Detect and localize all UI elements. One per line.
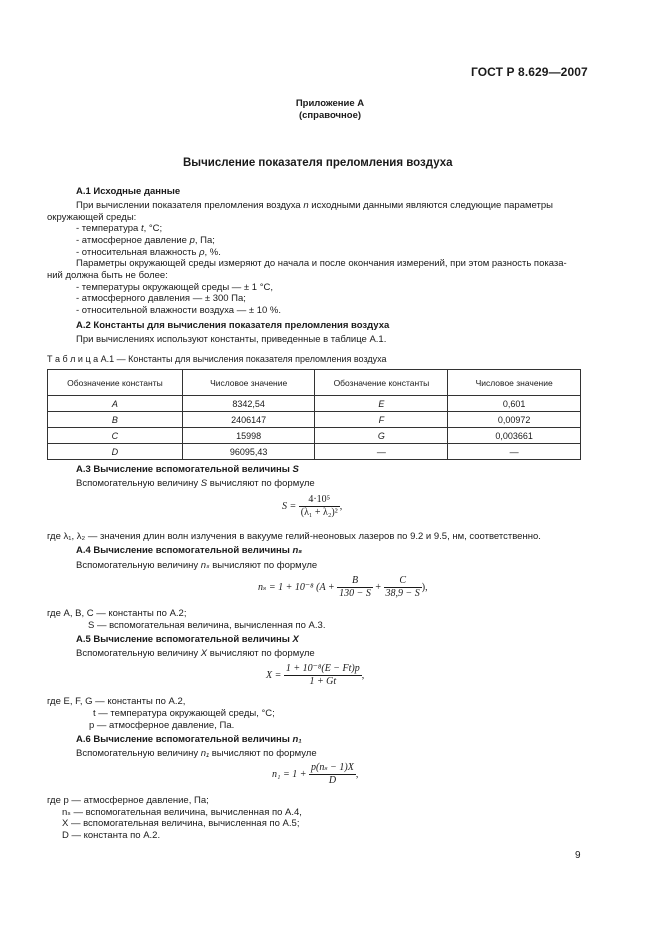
table-caption: Т а б л и ц а А.1 — Константы для вычисления показателя преломления воздуха (47, 354, 387, 364)
section-a1-paragraph: При вычислении показателя преломления воздуха n исходными данными являются следующие параметры (76, 200, 553, 211)
table-row (48, 412, 581, 428)
table-cell: F (315, 412, 448, 428)
section-a5-where1: где E, F, G — константы по А.2, (47, 696, 186, 707)
section-a6-where3: X — вспомогательная величина, вычисленная по А.5; (62, 818, 300, 829)
section-a4-heading: А.4 Вычисление вспомогательной величины nₛ (76, 545, 302, 556)
table-cell: 2406147 (182, 412, 315, 428)
table-row (48, 444, 581, 460)
section-a1-heading: А.1 Исходные данные (76, 186, 181, 197)
section-a2-paragraph: При вычислениях используют константы, приведенные в таблице А.1. (76, 334, 387, 345)
section-a3-heading: А.3 Вычисление вспомогательной величины S (76, 464, 299, 475)
section-a5-where2: t — температура окружающей среды, °С; (93, 708, 275, 719)
param-humidity: - относительная влажность ρ, %. (76, 247, 221, 258)
table-cell: 0,601 (448, 396, 581, 412)
section-a2-heading: А.2 Константы для вычисления показателя преломления воздуха (76, 320, 390, 331)
section-a1-paragraph2-cont: ний должна быть не более: (47, 270, 168, 281)
table-header-cell: Обозначение константы (48, 370, 183, 396)
table-row (48, 396, 581, 412)
table-header-cell: Числовое значение (448, 370, 581, 396)
section-a5-heading: А.5 Вычисление вспомогательной величины X (76, 634, 299, 645)
table-header-cell: Числовое значение (182, 370, 315, 396)
section-a6-where1: где p — атмосферное давление, Па; (47, 795, 209, 806)
section-a4-paragraph: Вспомогательную величину nₛ вычисляют по формуле (76, 560, 318, 571)
formula-n1: n₁ = 1 + $\frac{\text{p(nₛ − 1)X}}{D}$ , (272, 762, 359, 786)
section-a4-where1: где A, B, C — константы по А.2; (47, 608, 187, 619)
table-cell: B (48, 412, 183, 428)
table-cell: 96095,43 (182, 444, 315, 460)
section-a5-where3: p — атмосферное давление, Па. (89, 720, 235, 731)
table-header-row (48, 370, 581, 396)
table-cell: — (315, 444, 448, 460)
annex-subtitle: (справочное) (298, 110, 362, 121)
table-row (48, 428, 581, 444)
page-number: 9 (575, 850, 581, 861)
limit-pressure: - атмосферного давления — ± 300 Па; (76, 293, 246, 304)
param-temperature: - температура t, °С; (76, 223, 163, 234)
limit-humidity: - относительной влажности воздуха — ± 10 %. (76, 305, 281, 316)
table-cell: — (448, 444, 581, 460)
table-cell: G (315, 428, 448, 444)
table-cell: D (48, 444, 183, 460)
section-a6-heading: А.6 Вычисление вспомогательной величины n₁ (76, 734, 302, 745)
table-header-cell: Обозначение константы (315, 370, 448, 396)
limit-temperature: - температуры окружающей среды — ± 1 °С, (76, 282, 274, 293)
table-cell: 8342,54 (182, 396, 315, 412)
formula-x: X = $\frac{\text{1 + 10⁻⁸(E − Ft)p}}{1 + Gt}$ , (266, 663, 365, 687)
section-a1-paragraph-cont: окружающей среды: (47, 212, 137, 223)
section-a3-where: где λ₁, λ₂ — значения длин волн излучения в вакууме гелий-неоновых лазеров по 9.2 и 9.5, нм, соответственно. (47, 531, 541, 542)
param-pressure: - атмосферное давление p, Па; (76, 235, 215, 246)
section-a6-where2: nₛ — вспомогательная величина, вычисленная по А.4, (62, 807, 302, 818)
annex-title: Приложение А (295, 98, 365, 109)
section-a5-paragraph: Вспомогательную величину X вычисляют по формуле (76, 648, 315, 659)
section-a6-paragraph: Вспомогательную величину n₁ вычисляют по формуле (76, 748, 317, 759)
section-a1-paragraph2: Параметры окружающей среды измеряют до начала и после окончания измерений, при этом разность показа- (76, 258, 567, 269)
table-cell: C (48, 428, 183, 444)
standard-header: ГОСТ Р 8.629—2007 (471, 65, 588, 79)
table-cell: E (315, 396, 448, 412)
table-cell: A (48, 396, 183, 412)
table-cell: 0,00972 (448, 412, 581, 428)
formula-s: S = $\frac{\text{4·10⁵}}{\text{(λ₁ + λ₂)²}}$ , (282, 494, 343, 518)
table-cell: 15998 (182, 428, 315, 444)
formula-ns: nₛ = 1 + 10⁻⁸ (A + $\frac{B}{130 - S}$ + $\frac{C}{38,9 - S}$ ), (258, 575, 428, 599)
section-a6-where4: D — константа по А.2. (62, 830, 161, 841)
main-title: Вычисление показателя преломления воздуха (183, 157, 453, 169)
constants-table (47, 369, 581, 460)
section-a3-paragraph: Вспомогательную величину S вычисляют по формуле (76, 478, 315, 489)
section-a4-where2: S — вспомогательная величина, вычисленная по А.3. (88, 620, 326, 631)
table-cell: 0,003661 (448, 428, 581, 444)
